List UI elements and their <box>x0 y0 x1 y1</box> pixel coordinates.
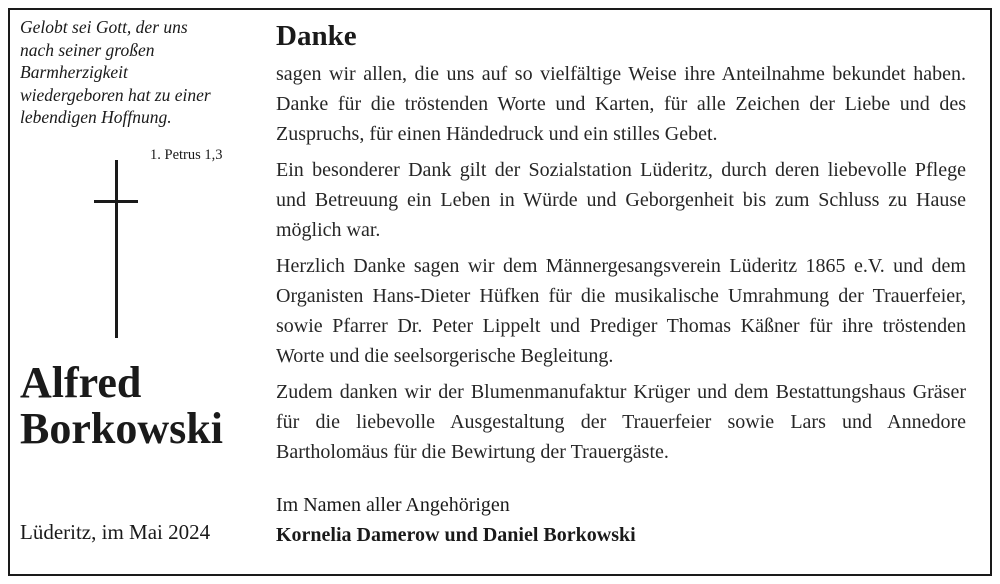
paragraph: Ein besonderer Dank gilt der Sozialstation Lüderitz, durch deren liebevolle Pflege und Betreuung ein Leben in Würde und Geborgenheit bis zum Schluss zu Hause möglich war. <box>276 159 966 241</box>
paragraph: Zudem danken wir der Blumenmanufaktur Krüger und dem Bestattungshaus Gräser für die liebevolle Ausgestaltung der Trauerfeier sowie Lars und Annedore Bartholomäus für die Bewirtung der Trauergäste. <box>276 381 966 463</box>
signers: Kornelia Damerow und Daniel Borkowski <box>276 524 636 546</box>
verse-line: Barmherzigkeit <box>20 62 128 82</box>
closing-intro: Im Namen aller Angehörigen <box>276 494 510 516</box>
verse-line: Gelobt sei Gott, der uns <box>20 17 188 37</box>
verse-line: nach seiner großen <box>20 39 155 60</box>
deceased-name <box>20 360 223 452</box>
place-and-date: Lüderitz, im Mai 2024 <box>20 520 211 544</box>
paragraph: sagen wir allen, die uns auf so vielfältige Weise ihre Anteilnahme bekundet haben. Danke für die tröstenden Worte und Karten, für alle Zeichen der Liebe und des Zuspruchs, für einen Händedruck und ein stilles Gebet. <box>276 63 966 145</box>
verse-reference: 1. Petrus 1,3 <box>150 147 223 163</box>
thanks-text <box>276 18 966 473</box>
bible-verse <box>20 16 260 129</box>
verse-line: wiedergeboren hat zu einer <box>20 84 211 105</box>
deceased-first-name: Alfred <box>20 358 142 407</box>
heading: Danke <box>276 20 357 52</box>
cross-icon <box>94 160 140 340</box>
verse-line: lebendigen Hoffnung. <box>20 107 172 127</box>
deceased-last-name: Borkowski <box>20 404 223 453</box>
closing <box>276 490 966 550</box>
paragraph: Herzlich Danke sagen wir dem Männergesangsverein Lüderitz 1865 e.V. und dem Organisten Hans-Dieter Hüfken für die musikalische Umrahmung der Trauerfeier, sowie Pfarrer Dr. Peter Lippelt und Prediger Thomas Käßner für ihre tröstenden Worte und die seelsorgerische Begleitung. <box>276 255 966 367</box>
